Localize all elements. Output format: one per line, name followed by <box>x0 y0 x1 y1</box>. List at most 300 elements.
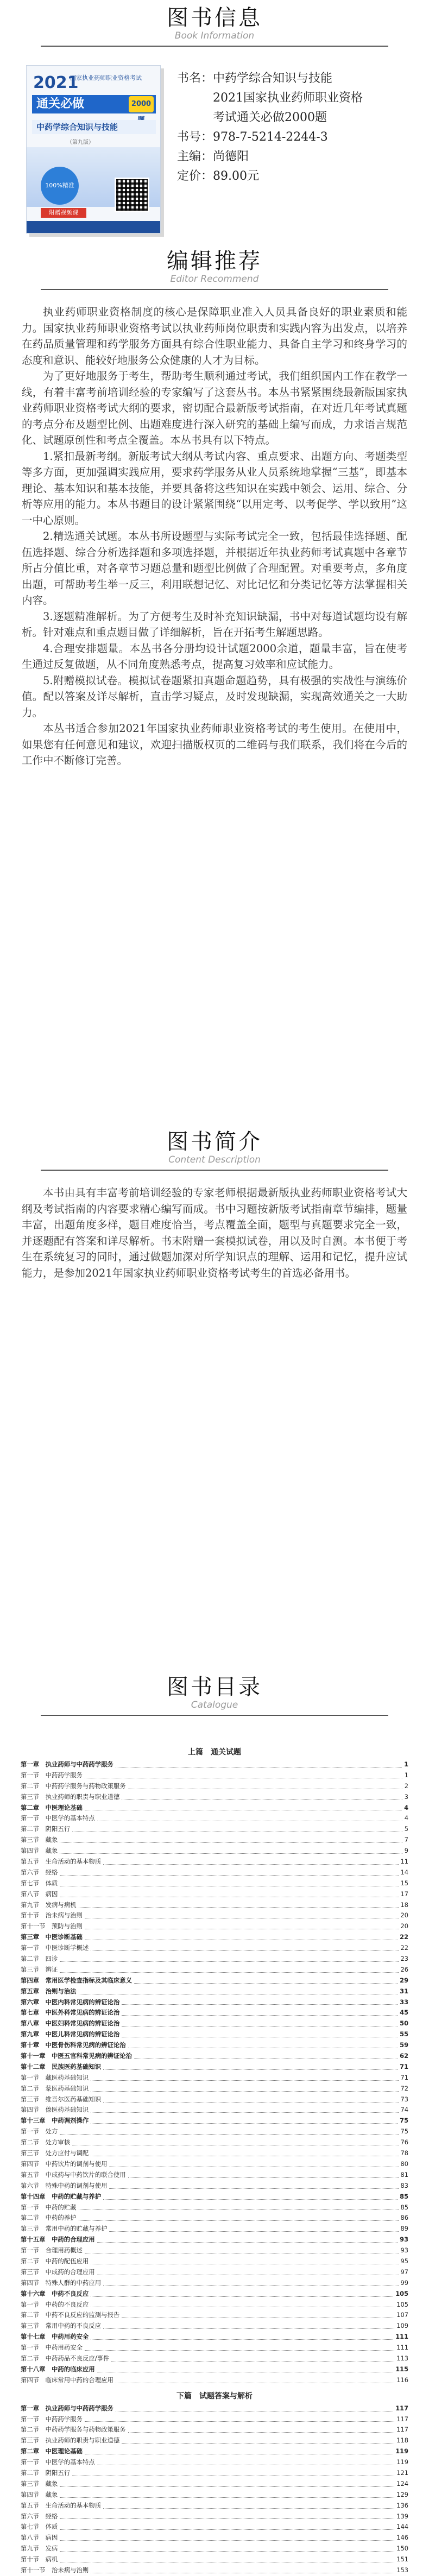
recommend-paragraph: 5.附赠模拟试卷。模拟试卷题紧扣真题命题趋势，具有极强的实战性与演练价值。配以答案及详尽解析，直击学习疑点，及时发现缺漏，实现高效通关之一大助力。 <box>22 674 407 719</box>
section-title: 图书目录 <box>167 1675 262 1700</box>
cover-banner: 通关必做 <box>32 95 156 113</box>
toc-page-number: 62 <box>400 2052 408 2060</box>
toc-section-row <box>21 1824 408 1835</box>
toc-section-row <box>21 2245 408 2256</box>
toc-page-number: 93 <box>400 2236 408 2244</box>
toc-entry-label: 第十八章 中药的临床应用 <box>21 2365 95 2373</box>
recommend-paragraph: 2.精选通关试题。本丛书所设题型与实际考试完全一致，包括最佳选择题、配伍选择题、综合分析选择题和多项选择题，并根据近年执业药师考试真题中各章节所占分值比重，对各章节习题总量和题型比例做了合理配置。对重要考点，多角度出题，可帮助考生举一反三，利用联想记忆、对比记忆和分类记忆等方法掌握相关内容。 <box>22 530 407 607</box>
toc-leader-dots <box>122 2015 398 2016</box>
toc-section-row <box>21 2137 408 2148</box>
toc-section-row <box>21 2501 408 2511</box>
toc-section-row <box>21 2543 408 2554</box>
toc-page-number: 117 <box>395 2404 408 2412</box>
toc-page-number: 50 <box>400 2019 408 2028</box>
toc-leader-dots <box>91 2080 398 2081</box>
toc-entry-label: 第十一节 预防与治则 <box>21 1922 83 1930</box>
toc-leader-dots <box>109 2231 398 2232</box>
toc-page-number: 3 <box>404 1792 408 1801</box>
book-info <box>177 70 416 187</box>
toc-page-number: 153 <box>396 2566 408 2574</box>
cover-publisher-strip <box>27 221 161 233</box>
toc-chapter-row <box>21 2018 408 2029</box>
toc-page-number: 45 <box>400 2009 408 2017</box>
toc-entry-label: 第十六章 中药不良反应 <box>21 2289 89 2297</box>
toc-entry-label: 第四节 傣医药基础知识 <box>21 2106 89 2114</box>
toc-section-row <box>21 1900 408 1911</box>
toc-page-number: 124 <box>396 2479 408 2487</box>
section-header-info <box>0 5 429 41</box>
toc-section-row <box>21 2083 408 2094</box>
section-divider <box>41 1170 388 1171</box>
toc-entry-label: 第九节 发病 <box>21 2545 58 2553</box>
recommend-paragraph: 4.合理安排题量。本丛书各分册均设计试题2000余道，题量丰富，旨在使考生通过反复做题，从不同角度熟悉考点，提高复习效率和应试能力。 <box>22 642 407 671</box>
section-title: 图书简介 <box>167 1129 262 1154</box>
section-divider <box>41 46 388 47</box>
toc-page-number: 1 <box>404 1771 408 1779</box>
toc-entry-label: 第一节 合理用药概述 <box>21 2246 83 2255</box>
toc-page-number: 76 <box>400 2138 408 2146</box>
toc-entry-label: 第二章 中医理论基础 <box>21 2447 83 2455</box>
book-isbn: 978-7-5214-2244-3 <box>213 130 328 144</box>
toc-entry-label: 第一节 藏医药基础知识 <box>21 2073 89 2081</box>
toc-section-row <box>21 2490 408 2501</box>
toc-leader-dots <box>103 2069 398 2070</box>
toc-chapter-row <box>21 1986 408 1997</box>
toc-entry-label: 第一节 中药的不良反应 <box>21 2300 89 2308</box>
description-text <box>22 1185 407 1281</box>
toc-entry-label: 第四章 常用医学检查指标及其临床意义 <box>21 1976 133 1984</box>
toc-page-number: 107 <box>396 2311 408 2319</box>
toc-entry-label: 第七节 体质 <box>21 1879 58 1887</box>
toc-leader-dots <box>91 2112 398 2113</box>
toc-page-number: 144 <box>396 2523 408 2531</box>
cover-circle-badge: 100%精准 <box>41 167 79 205</box>
toc-entry-label: 第一节 中医学的基本特点 <box>21 2458 95 2466</box>
recommend-paragraph: 执业药师职业资格制度的核心是保障职业准入人员具备良好的职业素质和能力。国家执业药师职业资格考试以执业药师岗位职责和实践内容为出发点，以培养在药品质量管理和药学服务方面具有综合性职业能力、具备自主学习和终身学习的态度和意识、能较好地服务公众健康的人才为目标。 <box>22 306 407 367</box>
toc-entry-label: 第一章 执业药师与中药药学服务 <box>21 1760 113 1768</box>
toc-chapter-row <box>21 1803 408 1814</box>
toc-entry-label: 第十章 中医骨伤科常见病的辨证论治 <box>21 2041 126 2049</box>
toc-chapter-row <box>21 2446 408 2457</box>
toc-leader-dots <box>122 2443 394 2444</box>
toc-entry-label: 第五节 生命活动的基本物质 <box>21 1858 102 1865</box>
toc-leader-dots <box>91 2123 398 2124</box>
section-title: 图书信息 <box>167 5 262 30</box>
toc-page-number: 95 <box>400 2257 408 2265</box>
toc-entry-label: 第十一章 中医五官科常见病的辨证论治 <box>21 2052 133 2060</box>
toc-page-number: 71 <box>400 2062 408 2070</box>
book-price: 89.00元 <box>213 169 259 183</box>
toc-section-row <box>21 2435 408 2446</box>
toc-entry-label: 第一节 中医诊断学概述 <box>21 1944 89 1952</box>
toc-page-number: 9 <box>404 1847 408 1855</box>
recommend-text <box>22 304 407 769</box>
toc-entry-label: 第八节 病因 <box>21 1890 58 1898</box>
toc-section-row <box>21 1943 408 1954</box>
toc-section-row <box>21 2170 408 2181</box>
toc-entry-label: 第二章 中医理论基础 <box>21 1803 83 1811</box>
toc-chapter-row <box>21 2062 408 2073</box>
toc-part-heading: 下篇 试题答案与解析 <box>176 2391 253 2401</box>
toc-leader-dots <box>79 2220 399 2221</box>
toc-chapter-row <box>21 2007 408 2018</box>
toc-leader-dots <box>79 2209 399 2210</box>
toc-entry-label: 第二节 处方审核 <box>21 2138 71 2146</box>
toc-entry-label: 第九节 发病与病机 <box>21 1901 77 1909</box>
toc-entry-label: 第二节 阴阳五行 <box>21 2468 71 2477</box>
toc-page-number: 4 <box>404 1814 408 1822</box>
toc-section-row <box>21 2267 408 2278</box>
toc-page-number: 83 <box>400 2181 408 2189</box>
toc-leader-dots <box>128 2432 395 2433</box>
toc-page-number: 75 <box>400 2127 408 2136</box>
toc-page-number: 55 <box>400 2030 408 2038</box>
toc-leader-dots <box>60 1972 398 1973</box>
toc-leader-dots <box>91 2296 393 2297</box>
book-editor: 尚德阳 <box>213 150 249 163</box>
toc-leader-dots <box>60 2529 394 2530</box>
toc-page-number: 117 <box>396 2426 408 2434</box>
toc-section-row <box>21 2375 408 2386</box>
toc-entry-label: 第一节 中医学的基本特点 <box>21 1814 95 1822</box>
toc-page-number: 1 <box>404 1760 408 1768</box>
section-subtitle: Editor Recommend <box>170 274 259 285</box>
toc-section-row <box>21 2300 408 2310</box>
toc-entry-label: 第九章 中医儿科常见病的辨证论治 <box>21 2030 120 2038</box>
toc-page-number: 105 <box>396 2300 408 2308</box>
toc-page-number: 5 <box>404 1825 408 1833</box>
toc-entry-label: 第二节 蒙医药基础知识 <box>21 2084 89 2092</box>
toc-section-row <box>21 2126 408 2137</box>
toc-page-number: 129 <box>396 2490 408 2498</box>
toc-entry-label: 第三节 辨证 <box>21 1965 58 1973</box>
cover-red-tag: 附赠视频课 <box>41 208 86 218</box>
toc-section-row <box>21 2321 408 2332</box>
toc-leader-dots <box>60 1842 402 1843</box>
toc-page-number: 33 <box>400 1998 408 2006</box>
section-header-catalogue <box>0 1675 429 1710</box>
toc-page-number: 31 <box>400 1987 408 1995</box>
toc-page-number: 11 <box>400 1858 408 1865</box>
toc-section-row <box>21 2522 408 2533</box>
toc-chapter-row <box>21 2234 408 2245</box>
toc-entry-label: 第三节 藏象 <box>21 1836 58 1844</box>
toc-chapter-row <box>21 1975 408 1986</box>
toc-page-number: 118 <box>396 2436 408 2445</box>
toc-entry-label: 第一节 中药用药安全 <box>21 2344 83 2352</box>
cover-subject: 中药学综合知识与技能 <box>32 120 156 134</box>
section-subtitle: Catalogue <box>191 1700 238 1710</box>
toc-page-number: 18 <box>400 1901 408 1909</box>
toc-leader-dots <box>134 1983 398 1984</box>
toc-entry-label: 第二节 四诊 <box>21 1955 58 1963</box>
toc-entry-label: 第十三章 中药调剂操作 <box>21 2117 89 2125</box>
toc-leader-dots <box>103 2328 394 2329</box>
toc-entry-label: 第五节 生命活动的基本物质 <box>21 2501 102 2509</box>
toc-leader-dots <box>103 2199 398 2200</box>
toc-page-number: 78 <box>400 2149 408 2157</box>
recommend-paragraph: 为了更好地服务于考生，帮助考生顺利通过考试，我们组织国内工作在教学一线，有着丰富考前培训经验的专家编写了这套丛书。本丛书紧紧围绕最新版国家执业药师职业资格考试大纲的要求，密切配合最新版考试指南，在对近几年考试真题的考点分布及题型比例、出题难度进行深入研究的基础上编写而成，力求语言规范化、试题原创性和考点全覆盖。本丛书具有以下特点。 <box>22 370 407 446</box>
toc-section-row <box>21 1867 408 1878</box>
toc-entry-label: 第二节 中药不良反应的监测与报告 <box>21 2311 120 2319</box>
toc-entry-label: 第一节 处方 <box>21 2127 58 2136</box>
toc-entry-label: 第十节 病机 <box>21 2555 58 2564</box>
toc-entry-label: 第七节 体质 <box>21 2523 58 2531</box>
toc-entry-label: 第二节 中药药品不良反应/事件 <box>21 2354 110 2362</box>
toc-page-number: 74 <box>400 2106 408 2114</box>
toc-section-row <box>21 2457 408 2468</box>
toc-entry-label: 第二节 中药的养护 <box>21 2214 77 2222</box>
toc-entry-label: 第十一节 治未病与治则 <box>21 2566 89 2574</box>
toc-page-number: 136 <box>396 2501 408 2509</box>
toc-section-row <box>21 1846 408 1857</box>
book-title-line2: 2021国家执业药师职业资格 <box>213 91 363 105</box>
toc-section-row <box>21 1813 408 1824</box>
toc-section-row <box>21 1954 408 1965</box>
toc-page-number: 151 <box>396 2555 408 2564</box>
toc-leader-dots <box>60 2551 394 2552</box>
toc-page-number: 71 <box>400 2073 408 2081</box>
toc-page-number: 111 <box>395 2333 408 2341</box>
toc-chapter-row <box>21 2040 408 2051</box>
toc-leader-dots <box>85 2350 394 2351</box>
toc-section-row <box>21 2073 408 2083</box>
toc-entry-label: 第三节 维吾尔医药基础知识 <box>21 2095 102 2103</box>
toc-leader-dots <box>60 1853 402 1854</box>
toc-chapter-row <box>21 2289 408 2300</box>
section-subtitle: Content Description <box>168 1154 261 1165</box>
toc-entry-label: 第三节 常用中药的贮藏与养护 <box>21 2225 108 2233</box>
toc-entry-label: 第三节 执业药师的职责与职业道德 <box>21 1792 120 1801</box>
toc-entry-label: 第一节 中药药学服务 <box>21 2415 83 2423</box>
section-divider <box>41 289 388 290</box>
toc-leader-dots <box>128 2177 399 2178</box>
toc-section-row <box>21 2353 408 2364</box>
toc-page-number: 14 <box>400 1868 408 1876</box>
book-isbn-row: 书号：978-7-5214-2244-3 <box>177 130 328 144</box>
toc-page-number: 86 <box>400 2214 408 2222</box>
toc-entry-label: 第七章 中医外科常见病的辨证论治 <box>21 2009 120 2017</box>
toc-leader-dots <box>122 2004 398 2005</box>
toc-leader-dots <box>111 2361 394 2362</box>
section-header-recommend <box>0 249 429 285</box>
toc-section-row <box>21 1857 408 1867</box>
toc-section-row <box>21 2148 408 2159</box>
toc-section-row <box>21 2479 408 2490</box>
toc-leader-dots <box>60 1875 398 1876</box>
table-of-contents <box>21 1744 408 2576</box>
toc-entry-label: 第八章 中医妇科常见病的辨证论治 <box>21 2019 120 2028</box>
toc-page-number: 146 <box>396 2534 408 2542</box>
toc-page-number: 117 <box>396 2415 408 2423</box>
toc-part-heading: 上篇 通关试题 <box>188 1748 241 1757</box>
toc-leader-dots <box>91 2339 393 2340</box>
toc-chapter-row <box>21 1932 408 1943</box>
toc-section-row <box>21 2278 408 2289</box>
toc-entry-label: 第八节 病因 <box>21 2534 58 2542</box>
toc-page-number: 105 <box>395 2289 408 2297</box>
toc-leader-dots <box>60 1961 398 1962</box>
toc-entry-label: 第六章 中医内科常见病的辨证论治 <box>21 1998 120 2006</box>
toc-page-number: 89 <box>400 2225 408 2233</box>
toc-entry-label: 第四节 特殊人群的中药应用 <box>21 2278 102 2287</box>
toc-part2-list <box>21 2403 408 2576</box>
toc-section-row <box>21 1889 408 1900</box>
toc-page-number: 15 <box>400 1879 408 1887</box>
cover-exam: 国家执业药师职业资格考试 <box>70 74 142 81</box>
cover-edition: （第九版） <box>67 140 94 146</box>
toc-page-number: 80 <box>400 2160 408 2168</box>
toc-page-number: 113 <box>396 2354 408 2362</box>
toc-section-row <box>21 2468 408 2479</box>
section-divider <box>41 1715 388 1716</box>
toc-section-row <box>21 1910 408 1921</box>
toc-page-number: 20 <box>400 1911 408 1920</box>
toc-page-number: 17 <box>400 1890 408 1898</box>
toc-page-number: 22 <box>400 1933 408 1941</box>
toc-page-number: 115 <box>395 2365 408 2373</box>
toc-page-number: 7 <box>404 1836 408 1844</box>
toc-page-number: 23 <box>400 1955 408 1963</box>
toc-section-row <box>21 2213 408 2224</box>
toc-entry-label: 第二节 中药的配伍应用 <box>21 2257 89 2265</box>
toc-entry-label: 第六节 特殊中药的调剂与使用 <box>21 2181 108 2189</box>
toc-leader-dots <box>109 2188 398 2189</box>
toc-page-number: 119 <box>396 2458 408 2466</box>
toc-section-row <box>21 1965 408 1975</box>
toc-entry-label: 第一章 执业药师与中药药学服务 <box>21 2404 113 2412</box>
toc-entry-label: 第十二章 民族医药基础知识 <box>21 2062 102 2070</box>
toc-page-number: 2 <box>404 1782 408 1790</box>
toc-leader-dots <box>60 2518 394 2519</box>
toc-leader-dots <box>60 2134 398 2135</box>
toc-entry-label: 第四节 临床常用中药的合理应用 <box>21 2376 113 2384</box>
toc-page-number: 139 <box>396 2512 408 2520</box>
toc-leader-dots <box>97 2242 398 2243</box>
toc-section-row <box>21 2343 408 2353</box>
qr-code-icon <box>115 178 149 212</box>
toc-page-number: 97 <box>400 2268 408 2276</box>
toc-page-number: 26 <box>400 1965 408 1973</box>
recommend-paragraph: 1.紧扣最新考纲。新版考试大纲从考试内容、重点要求、出题方向、考题类型等多方面，更加强调实践应用，要求药学服务从业人员系统地掌握“三基”，即基本理论、基本知识和基本技能，并要具备将这些知识在实践中领会、运用、综合、分析等应用的能力。本丛书题目的设计紧紧围绕“以用定考、以考促学、学以致用”这一中心原则。 <box>22 450 407 527</box>
toc-leader-dots <box>79 1907 399 1908</box>
book-title-line3: 考试通关必做2000题 <box>213 111 327 124</box>
toc-entry-label: 第三节 执业药师的职责与职业道德 <box>21 2436 120 2445</box>
toc-entry-label: 第五章 治则与治法 <box>21 1987 77 1995</box>
toc-section-row <box>21 2256 408 2267</box>
toc-leader-dots <box>60 2486 394 2487</box>
toc-page-number: 20 <box>400 1922 408 1930</box>
toc-entry-label: 第十七章 中药用药安全 <box>21 2333 89 2341</box>
toc-page-number: 116 <box>396 2376 408 2384</box>
cover-year: 2021 <box>33 73 79 92</box>
toc-page-number: 119 <box>395 2447 408 2455</box>
toc-section-row <box>21 1878 408 1889</box>
book-title: 中药学综合知识与技能 <box>213 72 333 85</box>
toc-entry-label: 第二节 中药药学服务与药物政策服务 <box>21 1782 126 1790</box>
toc-entry-label: 第十五章 中药的合理应用 <box>21 2236 95 2244</box>
toc-page-number: 121 <box>396 2468 408 2477</box>
toc-section-row <box>21 2425 408 2435</box>
toc-page-number: 99 <box>400 2278 408 2287</box>
toc-section-row <box>21 2181 408 2192</box>
toc-entry-label: 第一节 中药的贮藏 <box>21 2203 77 2211</box>
section-header-description <box>0 1129 429 1165</box>
toc-section-row <box>21 2414 408 2425</box>
toc-leader-dots <box>91 1950 398 1951</box>
book-cover-image <box>26 65 161 233</box>
toc-chapter-row <box>21 2332 408 2343</box>
toc-leader-dots <box>91 2091 398 2092</box>
toc-entry-label: 第六节 经络 <box>21 1868 58 1876</box>
toc-entry-label: 第三节 中成药的合理应用 <box>21 2268 95 2276</box>
toc-chapter-row <box>21 2192 408 2202</box>
toc-entry-label: 第四节 藏象 <box>21 2490 58 2498</box>
toc-section-row <box>21 2554 408 2565</box>
book-title-row: 书名：中药学综合知识与技能 <box>177 72 333 85</box>
toc-leader-dots <box>103 2102 398 2103</box>
section-subtitle: Book Information <box>174 30 255 41</box>
toc-entry-label: 第五节 中成药与中药饮片的联合使用 <box>21 2170 126 2179</box>
toc-page-number: 73 <box>400 2095 408 2103</box>
toc-page-number: 75 <box>400 2117 408 2125</box>
toc-section-row <box>21 2310 408 2321</box>
toc-leader-dots <box>103 2508 394 2509</box>
toc-page-number: 85 <box>400 2203 408 2211</box>
toc-section-row <box>21 1835 408 1846</box>
toc-entry-label: 第十四章 中药的贮藏与养护 <box>21 2192 102 2200</box>
toc-entry-label: 第二节 阴阳五行 <box>21 1825 71 1833</box>
recommend-paragraph: 本丛书适合参加2021年国家执业药师职业资格考试的考生使用。在使用中，如果您有任何意见和建议，欢迎扫描版权页的二维码与我们联系，我们将在今后的工作中不断修订完善。 <box>22 722 407 767</box>
toc-chapter-row <box>21 1997 408 2008</box>
toc-entry-label: 第三节 常用中药的不良反应 <box>21 2322 102 2330</box>
toc-section-row <box>21 1781 408 1792</box>
toc-page-number: 85 <box>400 2192 408 2200</box>
recommend-paragraph: 3.逐题精准解析。为了方便考生及时补充知识缺漏，书中对每道试题均设有解析。针对难点和重点题目做了详细解析，旨在开拓考生解题思路。 <box>22 610 407 639</box>
toc-chapter-row <box>21 2364 408 2375</box>
toc-entry-label: 第二节 中药药学服务与药物政策服务 <box>21 2426 126 2434</box>
toc-entry-label: 第四节 藏象 <box>21 1847 58 1855</box>
toc-section-row <box>21 1921 408 1932</box>
toc-entry-label: 第十节 治未病与治则 <box>21 1911 83 1920</box>
toc-page-number: 4 <box>404 1803 408 1811</box>
toc-leader-dots <box>103 2285 398 2286</box>
toc-page-number: 59 <box>400 2041 408 2049</box>
toc-chapter-row <box>21 2403 408 2414</box>
cover-badge: 2000 <box>129 96 154 112</box>
toc-chapter-row <box>21 1759 408 1770</box>
toc-section-row <box>21 2224 408 2234</box>
toc-entry-label: 第三章 中医诊断基础 <box>21 1933 83 1941</box>
toc-section-row <box>21 1792 408 1803</box>
toc-page-number: 111 <box>396 2344 408 2352</box>
toc-leader-dots <box>103 1864 398 1865</box>
toc-section-row <box>21 2094 408 2105</box>
toc-page-number: 22 <box>400 1944 408 1952</box>
description-paragraph: 本书由具有丰富考前培训经验的专家老师根据最新版执业药师职业资格考试大纲及考试指南的内容要求精心编写而成。书中习题按新版考试指南章节编排，题量丰富，出题角度多样，题目难度恰当，考点覆盖全面，题型与真题要求完全一致，并逐题配有答案和详尽解析。书末附赠一套模拟试卷，用以及时自测。本书便于考生在系统复习的同时，通过做题加深对所学知识点的理解、运用和记忆，提升应试能力，是参加2021年国家执业药师职业资格考试考生的首选必备用书。 <box>22 1186 407 1279</box>
toc-page-number: 109 <box>396 2322 408 2330</box>
section-title: 编辑推荐 <box>167 249 262 274</box>
toc-page-number: 93 <box>400 2246 408 2255</box>
book-price-row: 定价：89.00元 <box>177 169 259 183</box>
toc-chapter-row <box>21 2051 408 2062</box>
toc-chapter-row <box>21 2116 408 2126</box>
toc-chapter-row <box>21 2029 408 2040</box>
toc-part1-list <box>21 1759 408 2386</box>
toc-section-row <box>21 2159 408 2170</box>
toc-leader-dots <box>60 2497 394 2498</box>
toc-page-number: 72 <box>400 2084 408 2092</box>
